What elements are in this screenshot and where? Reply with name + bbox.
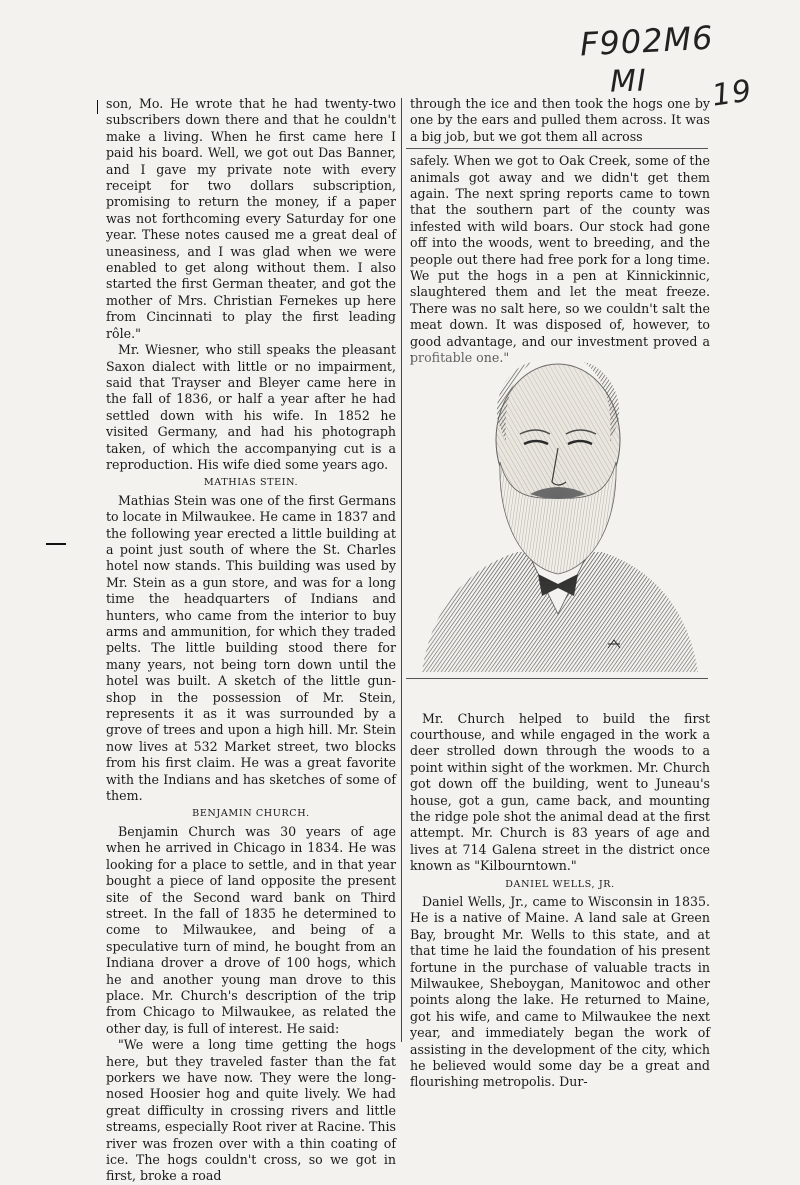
- handwritten-page-number: 19: [709, 73, 755, 114]
- paragraph-wiesner: Mr. Wiesner, who still speaks the pleasant Saxon dialect with little or no impairment, said that Trayser and Bleyer came here in the fall of 1836, or half a year after he had settled down with his wife. In 1852 he visited Germany, and had his photograph taken, of which the accompanying cut is a reproduction. His wife died some years ago.: [106, 342, 396, 472]
- handwritten-reference-number: F902M6: [579, 18, 715, 64]
- paragraph-church-quote: "We were a long time getting the hogs here, but they traveled faster than the fat porkers we have now. They were the long-nosed Hoosier hog and quite lively. We had great difficulty in crossing rivers and little streams, especially Root river at Racine. This river was frozen over with a thin coating of ice. The hogs couldn't cross, so we got in first, broke a road: [106, 1037, 396, 1184]
- paragraph-wells: Daniel Wells, Jr., came to Wisconsin in 1835. He is a native of Maine. A land sale at Green Bay, brought Mr. Wells to this state, and at that time he laid the foundation of his present fortune in the purchase of valuable tracts in Milwaukee, Sheboygan, Manitowoc and other points along the lake. He returned to Maine, got his wife, and came to Milwaukee the next year, and immediately began the work of assisting in the development of the city, which he believed would some day be a great and flourishing metropolis. Dur-: [410, 893, 710, 1090]
- portrait-engraving: [412, 352, 704, 678]
- heading-mathias-stein: MATHIAS STEIN.: [203, 477, 299, 489]
- margin-tick: [97, 100, 98, 114]
- left-column: [106, 96, 396, 1185]
- paragraph-oak-creek: safely. When we got to Oak Creek, some of the animals got away and we didn't get them again. The next spring reports came to town that the southern part of the county was infested with wild boars. Our stock had gone off into the woods, went to breeding, and the people out there had free pork for a long time. We put the hogs in a pen at Kinnickinnic, slaughtered them and let the meat freeze. There was no salt here, so we couldn't salt the meat down. It was disposed of, however, to good advantage, and our investment proved a profitable one.": [410, 153, 710, 366]
- margin-mark: [46, 543, 66, 545]
- paragraph-church: Benjamin Church was 30 years of age when he arrived in Chicago in 1834. He was looking for a place to settle, and in that year bought a piece of land opposite the present site of the Second ward bank on Third street. In the fall of 1835 he determined to come to Milwaukee, and being of a speculative turn of mind, he bought from an Indiana drover a drove of 100 hogs, which he and another young man drove to this place. Mr. Church's description of the trip from Chicago to Milwaukee, as related the other day, is full of interest. He said:: [106, 823, 396, 1036]
- paragraph-hogs-crossing: through the ice and then took the hogs one by one by the ears and pulled them across. It was a big job, but we got them all across: [410, 96, 710, 144]
- heading-daniel-wells: DANIEL WELLS, JR.: [505, 878, 615, 890]
- column-rule: [401, 98, 402, 1042]
- handwritten-code: MI: [609, 63, 648, 100]
- paragraph-stein: Mathias Stein was one of the first Germans to locate in Milwaukee. He came in 1837 and the following year erected a little building at a point just south of where the St. Charles hotel now stands. This building was used by Mr. Stein as a gun store, and was for a long time the headquarters of Indians and hunters, who came from the interior to buy arms and ammunition, for which they traded pelts. The little building stood there for many years, not being torn down until the hotel was built. A sketch of the little gun-shop in the possession of Mr. Stein, represents it as it was surrounded by a grove of trees and upon a high hill. Mr. Stein now lives at 532 Market street, two blocks from his first claim. He was a great favorite with the Indians and has sketches of some of them.: [106, 492, 396, 804]
- paragraph-wiesner-quote: son, Mo. He wrote that he had twenty-two subscribers down there and that he couldn't make a living. When he first came here I paid his board. Well, we got out Das Banner, and I gave my private note with every receipt for two dollars subscription, promising to return the money, if a paper was not forthcoming every Saturday for one year. These notes caused me a great deal of uneasiness, and I was glad when we were enabled to get along without them. I also started the first German theater, and got the mother of Mrs. Christian Fernekes up here from Cincinnati to play the first leading rôle.": [106, 96, 396, 341]
- heading-benjamin-church: BENJAMIN CHURCH.: [192, 808, 310, 820]
- paragraph-church-courthouse: Mr. Church helped to build the first courthouse, and while engaged in the work a deer strolled down through the woods to a point within sight of the workmen. Mr. Church got down off the building, went to Juneau's house, got a gun, came back, and mounting the ridge pole shot the animal dead at the first attempt. Mr. Church is 83 years of age and lives at 714 Galena street in the district once known as "Kilbourntown.": [410, 710, 710, 874]
